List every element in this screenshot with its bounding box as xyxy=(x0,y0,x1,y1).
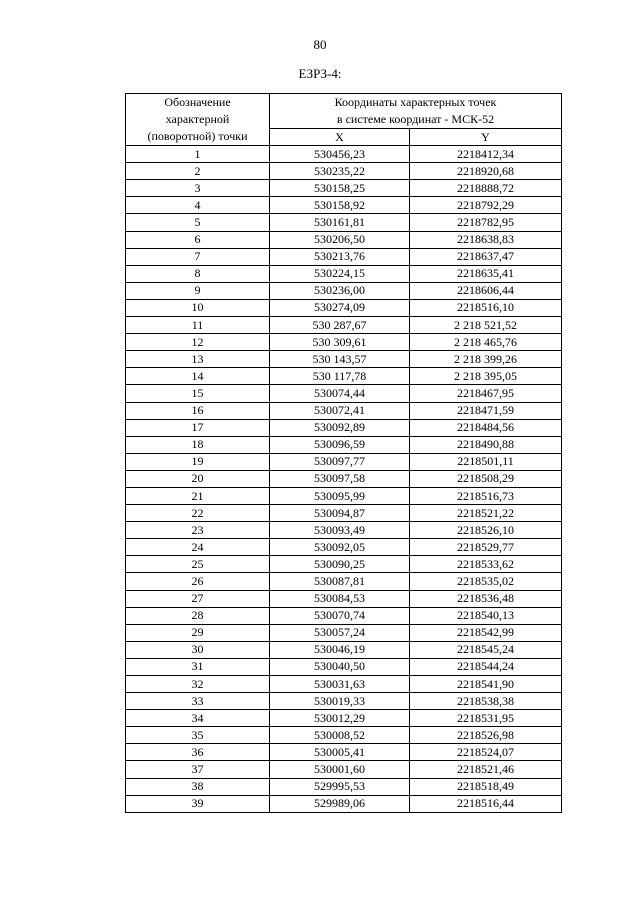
x-coordinate-cell: 530235,22 xyxy=(270,163,410,180)
y-coordinate-cell: 2218533,62 xyxy=(410,556,562,573)
point-number-cell: 24 xyxy=(126,539,270,556)
table-row xyxy=(126,778,562,795)
point-number-cell: 35 xyxy=(126,727,270,744)
section-title: ЕЗРЗ-4: xyxy=(298,66,342,81)
x-coordinate-cell: 530074,44 xyxy=(270,385,410,402)
x-coordinate-cell: 530046,19 xyxy=(270,641,410,658)
table-row xyxy=(126,795,562,812)
table-row xyxy=(126,368,562,385)
point-number-cell: 8 xyxy=(126,265,270,282)
table-row xyxy=(126,487,562,504)
y-coordinate-cell: 2218545,24 xyxy=(410,641,562,658)
y-coordinate-cell: 2218521,22 xyxy=(410,505,562,522)
point-number-cell: 9 xyxy=(126,282,270,299)
table-row xyxy=(126,231,562,248)
y-coordinate-cell: 2218782,95 xyxy=(410,214,562,231)
y-coordinate-cell: 2218467,95 xyxy=(410,385,562,402)
x-coordinate-cell: 530096,59 xyxy=(270,436,410,453)
point-number-cell: 13 xyxy=(126,351,270,368)
point-number-cell: 28 xyxy=(126,607,270,624)
x-coordinate-cell: 530040,50 xyxy=(270,658,410,675)
x-coordinate-cell: 530087,81 xyxy=(270,573,410,590)
x-coordinate-cell: 530092,89 xyxy=(270,419,410,436)
y-coordinate-cell: 2218792,29 xyxy=(410,197,562,214)
x-coordinate-cell: 530093,49 xyxy=(270,522,410,539)
y-coordinate-cell: 2218531,95 xyxy=(410,710,562,727)
y-coordinate-cell: 2218544,24 xyxy=(410,658,562,675)
page-number: 80 xyxy=(313,37,327,52)
x-coordinate-cell: 530019,33 xyxy=(270,693,410,710)
point-number-cell: 31 xyxy=(126,658,270,675)
point-number-cell: 27 xyxy=(126,590,270,607)
y-coordinate-cell: 2218471,59 xyxy=(410,402,562,419)
point-number-cell: 29 xyxy=(126,624,270,641)
table-row xyxy=(126,334,562,351)
x-coordinate-cell: 530213,76 xyxy=(270,248,410,265)
table-row xyxy=(126,385,562,402)
table-body xyxy=(126,146,562,813)
x-coordinate-cell: 530158,25 xyxy=(270,180,410,197)
y-coordinate-cell: 2218516,44 xyxy=(410,795,562,812)
table-row xyxy=(126,624,562,641)
y-coordinate-cell: 2218535,02 xyxy=(410,573,562,590)
table-row xyxy=(126,402,562,419)
table-row xyxy=(126,317,562,334)
y-coordinate-cell: 2218542,99 xyxy=(410,624,562,641)
point-number-cell: 16 xyxy=(126,402,270,419)
point-number-cell: 19 xyxy=(126,453,270,470)
table-row xyxy=(126,453,562,470)
point-number-cell: 15 xyxy=(126,385,270,402)
point-column-header xyxy=(126,94,270,146)
y-coordinate-cell: 2218635,41 xyxy=(410,265,562,282)
point-number-cell: 30 xyxy=(126,641,270,658)
x-coordinate-cell: 530 309,61 xyxy=(270,334,410,351)
y-coordinate-cell: 2218501,11 xyxy=(410,453,562,470)
y-coordinate-cell: 2 218 465,76 xyxy=(410,334,562,351)
x-coordinate-cell: 530456,23 xyxy=(270,146,410,163)
point-number-cell: 7 xyxy=(126,248,270,265)
point-number-cell: 21 xyxy=(126,487,270,504)
point-number-cell: 22 xyxy=(126,505,270,522)
table-row xyxy=(126,163,562,180)
x-coordinate-cell: 530031,63 xyxy=(270,676,410,693)
y-coordinate-cell: 2218888,72 xyxy=(410,180,562,197)
table-row xyxy=(126,265,562,282)
y-coordinate-cell: 2218508,29 xyxy=(410,470,562,487)
table-row xyxy=(126,436,562,453)
y-coordinate-cell: 2218412,34 xyxy=(410,146,562,163)
point-number-cell: 37 xyxy=(126,761,270,778)
point-number-cell: 11 xyxy=(126,317,270,334)
table-row xyxy=(126,556,562,573)
y-coordinate-cell: 2218521,46 xyxy=(410,761,562,778)
x-coordinate-cell: 530 287,67 xyxy=(270,317,410,334)
table-row xyxy=(126,180,562,197)
x-coordinate-cell: 530072,41 xyxy=(270,402,410,419)
point-number-cell: 10 xyxy=(126,299,270,316)
x-coordinate-cell: 530095,99 xyxy=(270,487,410,504)
x-coordinate-cell: 530274,09 xyxy=(270,299,410,316)
y-coordinate-cell: 2218541,90 xyxy=(410,676,562,693)
point-number-cell: 25 xyxy=(126,556,270,573)
y-coordinate-cell: 2218540,13 xyxy=(410,607,562,624)
point-number-cell: 4 xyxy=(126,197,270,214)
point-number-cell: 23 xyxy=(126,522,270,539)
table-row xyxy=(126,539,562,556)
coords-header-line-2: в системе координат - МСК-52 xyxy=(336,112,495,126)
point-number-cell: 26 xyxy=(126,573,270,590)
table-row xyxy=(126,573,562,590)
y-coordinate-cell: 2218638,83 xyxy=(410,231,562,248)
x-coordinate-cell: 530094,87 xyxy=(270,505,410,522)
x-coordinate-cell: 530206,50 xyxy=(270,231,410,248)
point-number-cell: 33 xyxy=(126,693,270,710)
table-row xyxy=(126,419,562,436)
table-row xyxy=(126,744,562,761)
y-coordinate-cell: 2218526,10 xyxy=(410,522,562,539)
table-row xyxy=(126,197,562,214)
point-header-line-1: Обозначение xyxy=(164,95,231,110)
point-header-line-2: характерной xyxy=(165,112,230,127)
table-row xyxy=(126,761,562,778)
x-coordinate-cell: 530092,05 xyxy=(270,539,410,556)
x-coordinate-cell: 530084,53 xyxy=(270,590,410,607)
point-number-cell: 12 xyxy=(126,334,270,351)
point-number-cell: 36 xyxy=(126,744,270,761)
point-number-cell: 38 xyxy=(126,778,270,795)
point-number-cell: 34 xyxy=(126,710,270,727)
y-coordinate-cell: 2218536,48 xyxy=(410,590,562,607)
table-row xyxy=(126,214,562,231)
y-coordinate-cell: 2218516,10 xyxy=(410,299,562,316)
table-row xyxy=(126,282,562,299)
table-header xyxy=(126,94,562,146)
table-row xyxy=(126,727,562,744)
y-column-header: Y xyxy=(410,129,562,146)
point-number-cell: 1 xyxy=(126,146,270,163)
point-header-line-3: (поворотной) точки xyxy=(147,129,248,144)
table-row xyxy=(126,470,562,487)
x-coordinate-cell: 530005,41 xyxy=(270,744,410,761)
table-row xyxy=(126,607,562,624)
x-coordinate-cell: 530161,81 xyxy=(270,214,410,231)
x-coordinate-cell: 530 143,57 xyxy=(270,351,410,368)
y-coordinate-cell: 2218529,77 xyxy=(410,539,562,556)
x-coordinate-cell: 530012,29 xyxy=(270,710,410,727)
y-coordinate-cell: 2218490,88 xyxy=(410,436,562,453)
y-coordinate-cell: 2218606,44 xyxy=(410,282,562,299)
x-coordinate-cell: 530057,24 xyxy=(270,624,410,641)
coordinates-table xyxy=(125,93,562,813)
point-number-cell: 14 xyxy=(126,368,270,385)
y-coordinate-cell: 2218516,73 xyxy=(410,487,562,504)
x-coordinate-cell: 530236,00 xyxy=(270,282,410,299)
x-coordinate-cell: 530224,15 xyxy=(270,265,410,282)
x-coordinate-cell: 530001,60 xyxy=(270,761,410,778)
x-coordinate-cell: 530158,92 xyxy=(270,197,410,214)
x-coordinate-cell: 530090,25 xyxy=(270,556,410,573)
x-coordinate-cell: 530070,74 xyxy=(270,607,410,624)
table-row xyxy=(126,658,562,675)
table-row xyxy=(126,590,562,607)
table-row xyxy=(126,146,562,163)
point-number-cell: 20 xyxy=(126,470,270,487)
y-coordinate-cell: 2218920,68 xyxy=(410,163,562,180)
point-number-cell: 3 xyxy=(126,180,270,197)
point-number-cell: 32 xyxy=(126,676,270,693)
y-coordinate-cell: 2 218 395,05 xyxy=(410,368,562,385)
table-row xyxy=(126,641,562,658)
table-row xyxy=(126,676,562,693)
point-number-cell: 5 xyxy=(126,214,270,231)
y-coordinate-cell: 2218484,56 xyxy=(410,419,562,436)
coords-header-line-1: Координаты характерных точек xyxy=(334,95,497,109)
coords-column-header xyxy=(270,94,562,129)
point-number-cell: 6 xyxy=(126,231,270,248)
table-row xyxy=(126,522,562,539)
x-coordinate-cell: 530097,77 xyxy=(270,453,410,470)
x-coordinate-cell: 529989,06 xyxy=(270,795,410,812)
table-row xyxy=(126,248,562,265)
table-row xyxy=(126,693,562,710)
x-coordinate-cell: 530097,58 xyxy=(270,470,410,487)
y-coordinate-cell: 2218526,98 xyxy=(410,727,562,744)
point-number-cell: 17 xyxy=(126,419,270,436)
point-number-cell: 2 xyxy=(126,163,270,180)
point-number-cell: 18 xyxy=(126,436,270,453)
x-column-header: X xyxy=(270,129,410,146)
y-coordinate-cell: 2 218 399,26 xyxy=(410,351,562,368)
x-coordinate-cell: 529995,53 xyxy=(270,778,410,795)
x-coordinate-cell: 530 117,78 xyxy=(270,368,410,385)
y-coordinate-cell: 2218637,47 xyxy=(410,248,562,265)
table-row xyxy=(126,299,562,316)
table-row xyxy=(126,710,562,727)
x-coordinate-cell: 530008,52 xyxy=(270,727,410,744)
table-row xyxy=(126,351,562,368)
y-coordinate-cell: 2218518,49 xyxy=(410,778,562,795)
y-coordinate-cell: 2218538,38 xyxy=(410,693,562,710)
y-coordinate-cell: 2218524,07 xyxy=(410,744,562,761)
table-row xyxy=(126,505,562,522)
point-number-cell: 39 xyxy=(126,795,270,812)
y-coordinate-cell: 2 218 521,52 xyxy=(410,317,562,334)
